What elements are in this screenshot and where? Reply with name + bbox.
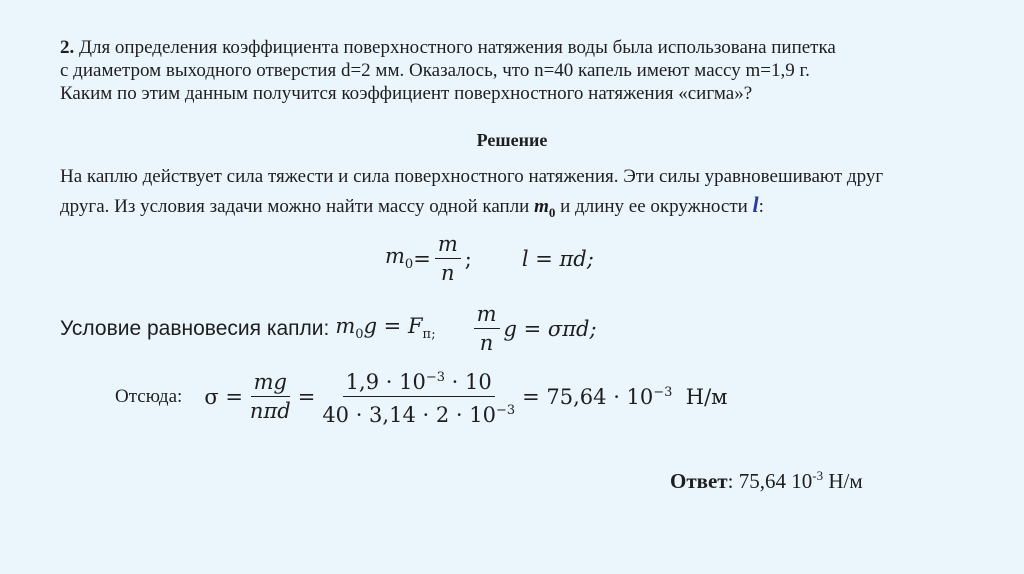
problem-line-2: с диаметром выходного отверстия d=2 мм. Оказалось, что n=40 капель имеют массу m=1,9 г. [60, 60, 810, 81]
problem-line-1: 2. Для определения коэффициента поверхностного натяжения воды была использована пипетка [60, 37, 836, 58]
intro-line-1: На каплю действует сила тяжести и сила поверхностного натяжения. Эти силы уравновешивают друг [60, 166, 884, 187]
l-symbol: l [752, 192, 759, 217]
equilibrium-fraction: $\frac{m}{n}$ [474, 302, 500, 355]
numeric-fraction: $\frac{1,9 \cdot 10^{-3} \cdot 10}{40 \cdot 3,14 \cdot 2 \cdot 10^{-3}}$ [319, 366, 518, 427]
equilibrium-condition: Условие равновесия капли: $m_0$ $g = F_{п;}$ $\frac{m}{n}$ g = σπd; [60, 302, 597, 355]
solution-heading: Решение [476, 130, 548, 150]
problem-number: 2. [60, 37, 75, 58]
result-label: Отсюда: [115, 385, 183, 407]
answer: Ответ: 75,64 $10^{-3}$ Н/м [670, 468, 863, 493]
mg-over-npid-fraction: $\frac{mg}{\text{nπd}}$ [249, 370, 291, 423]
intro-line-2: друга. Из условия задачи можно найти массу одной капли $m_0$ и длину ее окружности l: [60, 192, 764, 220]
problem-statement [60, 36, 960, 105]
answer-label: Ответ [670, 469, 728, 493]
result-formula: Отсюда: σ = $\frac{mg}{\text{nπd}}$ = $\frac{1,9 \cdot 10^{-3} \cdot 10}{40 \cdot 3,14 \cdot 2 \cdot 10^{-3}}$ = $75,64 \cdot 10^{-3}$ Н/м [115, 366, 728, 427]
circumference-formula: l = πd; [521, 246, 594, 271]
solution-intro [60, 163, 990, 227]
equilibrium-label: Условие равновесия капли: [60, 316, 330, 340]
problem-line-3: Каким по этим данным получится коэффициент поверхностного натяжения «сигма»? [60, 83, 753, 104]
m0-symbol: $m_0$ [534, 196, 556, 220]
result-value: = $75,64 \cdot 10^{-3}$ Н/м [522, 384, 728, 409]
formula-mass-length: $m_0$ = $\frac{m}{n}$ ; l = πd; [385, 232, 594, 285]
m-over-n-fraction: $\frac{m}{n}$ [435, 232, 461, 285]
m0-lhs: $m_0$ [385, 244, 414, 273]
